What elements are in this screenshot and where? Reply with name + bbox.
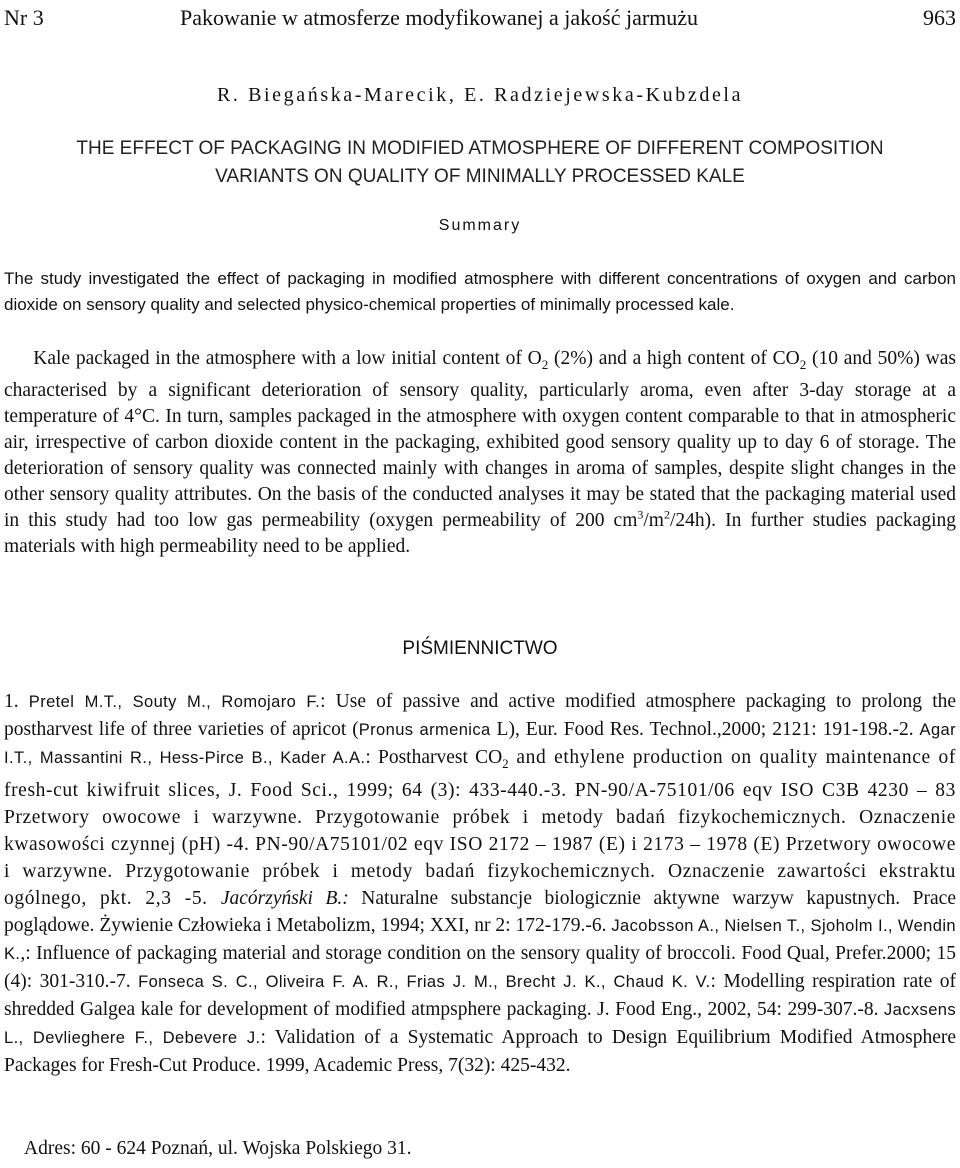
body-text-5: /24h). In further studies packaging materials with high permeability need to be applied. xyxy=(4,509,956,557)
summary-paragraph: The study investigated the effect of packaging in modified atmosphere with different concentrations of oxygen and carbon dioxide on sensory quality and selected physico-chemical properties of minimally processed kale. xyxy=(4,269,956,314)
english-title-line-1: THE EFFECT OF PACKAGING IN MODIFIED ATMOSPHERE OF DIFFERENT COMPOSITION xyxy=(76,138,884,159)
body-text-4: /m xyxy=(643,509,664,531)
superscript-m2: 2 xyxy=(663,507,670,522)
ref-2-5-text: and ethylene production on quality maintenance of fresh-cut kiwifruit slices, J. Food Sci., 1999; 64 (3): 433-440.-3. PN-90/A-75101/06 eqv ISO C3B 4230 – 83 Przetwory owocowe i warzywne. Przygotowanie próbek i metody badań fizykochemicznych. Oznaczenie kwasowości czynnej (pH) -4. PN-90/A75101/02 eqv ISO 2172 – 1987 (E) i 2173 – 1978 (E) Przetwory owocowe i warzywne. Przygotowanie próbek i metody badań fizykochemicznych. Oznaczenie zawartości ekstraktu ogólnego, pkt. 2,3 -5. xyxy=(4,747,956,909)
ref-8-text: : Validation of a Systematic Approach to Design Equilibrium Modified Atmosphere Packages for Fresh-Cut Produce. 1999, Academic Press, 7(32): 425-432. xyxy=(4,1026,956,1076)
ref-2-subscript: 2 xyxy=(502,755,509,771)
ref-1-authors: Pretel M.T., Souty M., Romojaro F. xyxy=(28,693,321,711)
running-title: Pakowanie w atmosferze modyfikowanej a jakość jarmużu xyxy=(180,5,699,30)
ref-1-text: : Use of passive and active modified atmosphere packaging to prolong the postharvest life of three varieties of apricot ( xyxy=(4,691,957,740)
subscript-co2: 2 xyxy=(799,356,807,372)
page-number: 963 xyxy=(923,5,956,30)
ref-1-text-2: L), Eur. Food Res. Technol.,2000; 2121: 191-198.-2. xyxy=(490,719,920,740)
running-header xyxy=(4,2,956,34)
english-title xyxy=(0,135,960,191)
body-text-3: (10 and 50%) was characterised by a significant deterioration of sensory quality, particularly aroma, even after 3-day storage at a temperature of 4°C. In turn, samples packaged in the atmosphere with oxygen content comparable to that in atmospheric air, irrespective of carbon dioxide content in the packaging, exhibited good sensory quality up to day 6 of storage. The deterioration of sensory quality was connected mainly with changes in aroma of samples, despite slight changes in the other sensory quality attributes. On the basis of the conducted analyses it may be stated that the packaging material used in this study had too low gas permeability (oxygen permeability of 200 cm xyxy=(4,348,957,531)
ref-7-authors: Fonseca S. C., Oliveira F. A. R., Frias J. M., Brecht J. K., Chaud K. V. xyxy=(138,972,711,991)
authors: R. Biegańska-Marecik, E. Radziejewska-Kubzdela xyxy=(216,84,744,106)
ref-5-text: Naturalne substancje biologicznie aktywne warzyw kapustnych. Prace poglądowe. Żywienie Człowieka i Metabolizm, 1994; XXI, nr 2: 172-179.-6. xyxy=(4,887,956,936)
body-text-1: Kale packaged in the atmosphere with a low initial content of O xyxy=(33,348,542,369)
body-paragraph xyxy=(4,346,956,560)
ref-6-authors: Jacobsson A., Nielsen T., Sjoholm I., Wendin K. xyxy=(4,916,956,963)
english-title-line-2: VARIANTS ON QUALITY OF MINIMALLY PROCESSED KALE xyxy=(215,166,745,187)
ref-7-text: : Modelling respiration rate of shredded Galgea kale for development of modified atmpsphere packaging. J. Food Eng., 2002, 54: 299-307.-8. xyxy=(4,970,956,1020)
ref-5-authors: Jacórzyński B.: xyxy=(220,887,349,909)
author-address: Adres: 60 - 624 Poznań, ul. Wojska Polskiego 31. xyxy=(24,1138,412,1159)
summary-heading: Summary xyxy=(438,217,522,234)
body-text-2: (2%) and a high content of CO xyxy=(548,348,800,369)
ref-8-authors: Jacxsens L., Devlieghere F., Debevere J. xyxy=(4,1000,956,1047)
superscript-cm3: 3 xyxy=(637,507,644,522)
references-list xyxy=(4,688,956,1079)
ref-1-species: Pronus armenica xyxy=(358,721,491,739)
issue-number: Nr 3 xyxy=(4,5,44,30)
ref-number: 1. xyxy=(4,691,29,712)
subscript-o2: 2 xyxy=(541,356,549,372)
references-heading: PIŚMIENNICTWO xyxy=(402,638,558,659)
ref-2-text: : Postharvest CO xyxy=(365,747,503,768)
ref-2-authors: Agar I.T., Massantini R., Hess-Pirce B., Kader A.A. xyxy=(4,721,956,767)
ref-6-text: ,: Influence of packaging material and storage condition on the sensory quality of broccoli. Food Qual, Prefer.2000; 15 (4): 301-310.-7. xyxy=(4,942,956,992)
